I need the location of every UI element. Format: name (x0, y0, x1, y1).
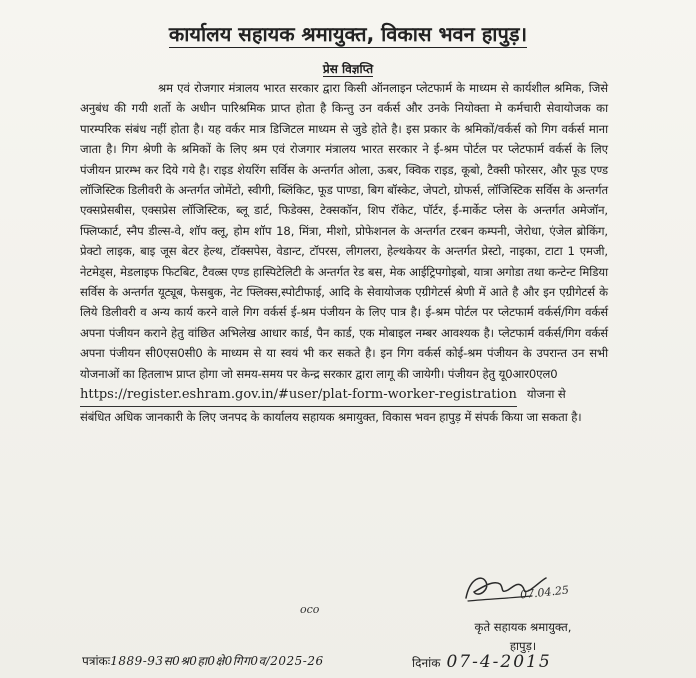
office-title-text: कार्यालय सहायक श्रमायुक्त, विकास भवन हापुड़। (168, 22, 528, 46)
registration-link-line (80, 384, 608, 406)
signature-date: 07.04.25 (519, 583, 570, 602)
issue-date (412, 652, 552, 672)
notice-title-text: प्रेस विज्ञप्ति (322, 62, 374, 76)
main-paragraph-text: श्रम एवं रोजगार मंत्रालय भारत सरकार द्वारा किसी ऑनलाइन प्लेटफार्म के माध्यम से कार्यशील श्रमिक, जिसे अनुबंध की गयी शर्तो के अधीन पारिश्रमिक प्राप्त होता है किन्तु उन वर्कर्स और उनके नियोक्ता मे कर्मचारी सेवायोजक का पारम्परिक संबंध नहीं होता है। यह वर्कर मात्र डिजिटल माध्यम से जुडे होते है। इस प्रकार के श्रमिकों/वर्कर्स को गिग वर्कर्स माना जाता है। गिग श्रेणी के श्रमिकों के लिए श्रम एवं रोजगार मंत्रालय भारत सरकार ने ई-श्रम पोर्टल पर प्लेटफार्म वर्कर्स के लिए पंजीयन प्रारम्भ कर दिये गये है। राइड शेयरिंग सर्विस के अन्तर्गत ओला, ऊबर, क्विक राइड, कूबो, टैक्सी फोरसर, और फूड एण्ड लॉजिस्टिक डिलीवरी के अन्तर्गत जोमेंटो, स्वीगी, ब्लिंकिट, फूड पाण्डा, बिग बॉस्केट, जेपटो, ग्रोफर्स, लॉजिस्टिक सर्विस के अन्तर्गत एक्सप्रेसबीस, एक्सप्रेस लॉजिस्टिक, ब्लू डार्ट, फिडेक्स, टेक्सकॉन, शिप रॉकेट, पॉर्टर, ई-मार्केट प्लेस के अन्तर्गत अमेजॉन, फ्लिप्कार्ट, स्नैप डील्स-वे, शॉप क्लू, होम शॉप 18, मिंत्रा, मीशो, प्रोफेशनल के अन्तर्गत टरबन कम्पनी, जेरोधा, एंजेल ब्रोकिंग, प्रेक्टो लाइक, बाइ जूस बेटर हेल्थ, टॉक्सपेस, वेडान्ट, टॉपरस, लीगलरा, हेल्थकेयर के अन्तर्गत प्रेस्टो, नाइका, टाटा 1 एमजी, नेटमेड्स, मेडलाइफ फिटबिट, टैवल्र्स एण्ड हास्पिटेलिटी के अन्तर्गत रेड बस, मेक आईट्रिपगोइबो, यात्रा अगोडा तथा कन्टेन्ट मिडिया सर्विस के अन्तर्गत यूट्यूब, फेसबुक, नेट फ्लिक्स,स्पोटीफाई, आदि के सेवायोजक एग्रीगेटर्स श्रेणी में आते है और इन एग्रीगेटर्स के लिये डिलीवरी व अन्य कार्य करने वाले गिग वर्कर्स ई-श्रम पंजीयन के लिए पात्र है। ई-श्रम पोर्टल पर प्लेटफार्म वर्कर्स/गिग वर्कर्स अपना पंजीयन कराने हेतु वांछित अभिलेख आधार कार्ड, पैन कार्ड, एक मोबाइल नम्बर आवश्यक है। प्लेटफार्म वर्कर्स/गिग वर्कर्स अपना पंजीयन सी0एस0सी0 के माध्यम से या स्वयं भी कर सकते है। इन गिग वर्कर्स कोई-श्रम पंजीयन के उपरान्त उन सभी योजनाओं का हितलाभ प्राप्त होगा जो समय-समय पर केन्द्र सरकार द्वारा लागू की जायेगी। पंजीयन हेतु यू0आर0एल0 (80, 81, 608, 381)
reference-label: पत्रांकः (82, 654, 111, 668)
office-title (0, 20, 696, 47)
signatory-block (448, 618, 598, 656)
press-release-body (80, 78, 608, 427)
url-suffix-text: योजना से (526, 387, 566, 402)
registration-url-link[interactable]: https://register.eshram.gov.in/#user/plat-form-worker-registration (80, 385, 517, 406)
main-paragraph (80, 78, 608, 384)
signatory-place: हापुड़। (509, 639, 537, 653)
closing-paragraph: संबंधित अधिक जानकारी के लिए जनपद के कार्यालय सहायक श्रमायुक्त, विकास भवन हापुड़ में संपर्क किया जा सकता है। (80, 409, 582, 424)
date-value: 07-4-2015 (446, 652, 552, 672)
date-label: दिनांक (412, 656, 441, 670)
signatory-designation: कृते सहायक श्रमायुक्त, (474, 620, 572, 634)
reference-value: 1889-93स0श्र0हा0क्षे0गिग0व/2025-26 (110, 654, 324, 668)
notice-title (0, 60, 696, 77)
reference-number (82, 652, 324, 669)
handwritten-mark: oco (300, 603, 320, 616)
